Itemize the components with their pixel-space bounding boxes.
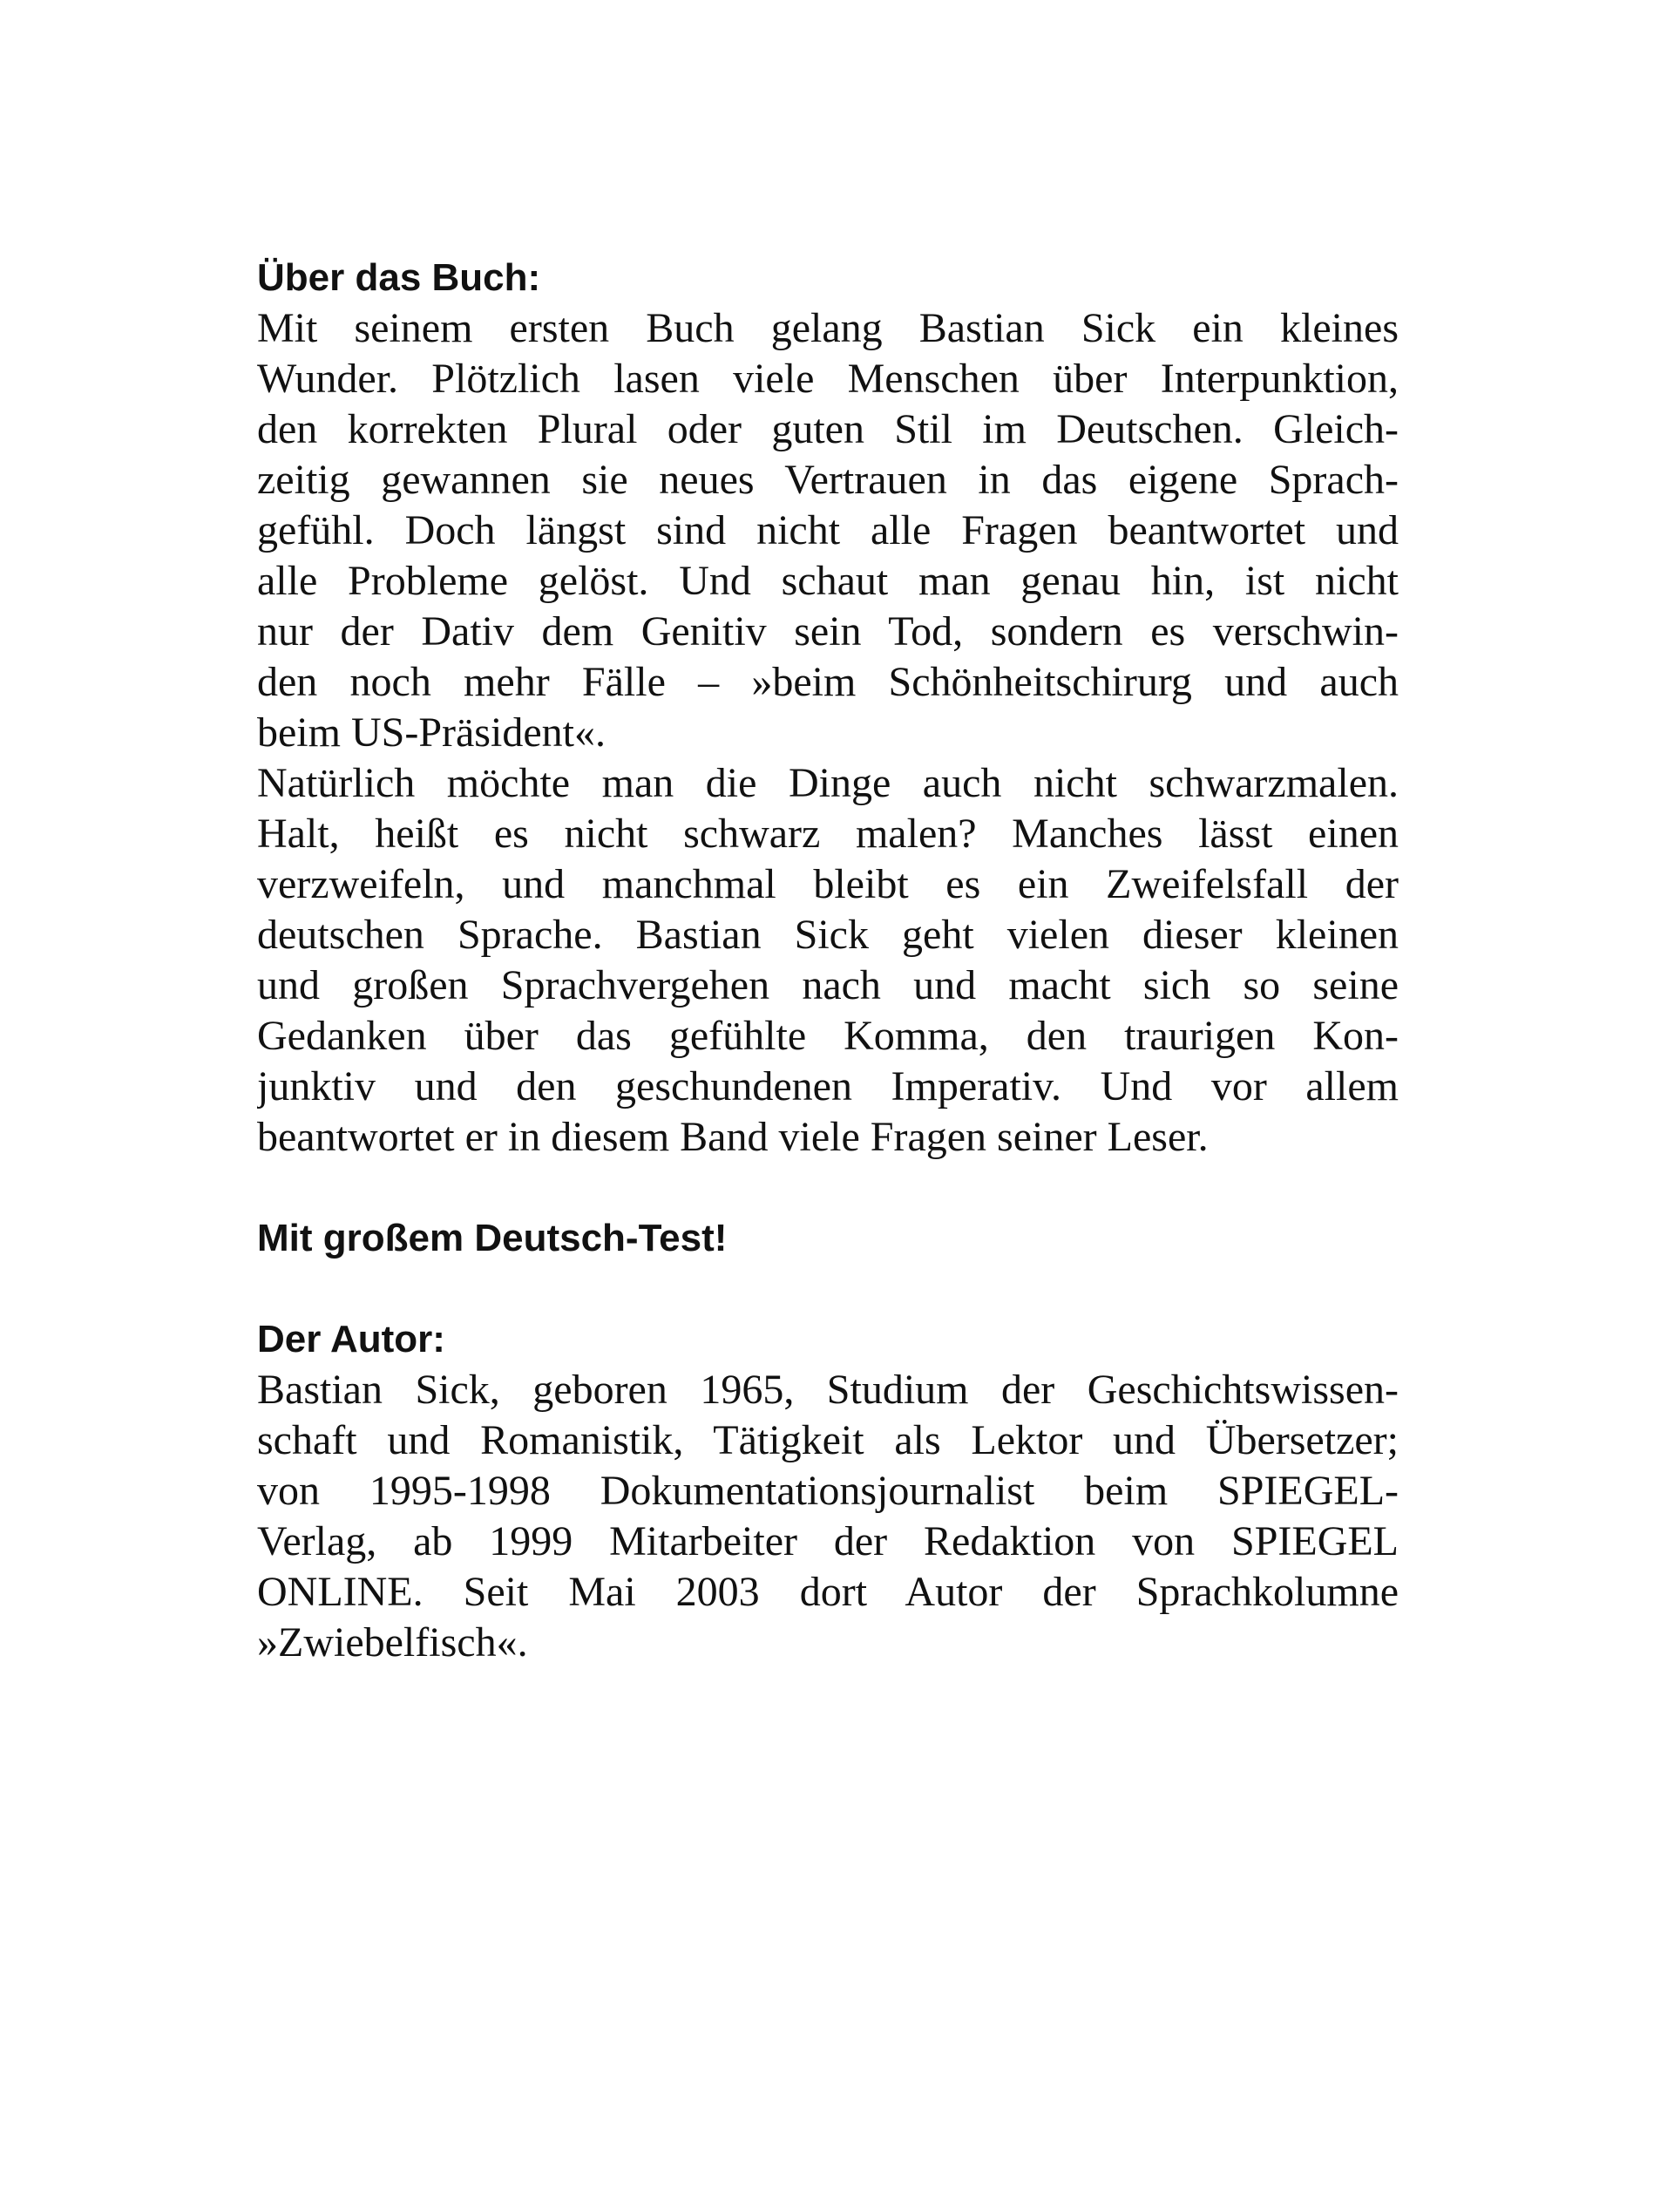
text-line: »Zwiebelfisch«. (257, 1619, 528, 1666)
deutsch-test-heading: Mit großem Deutsch-Test! (257, 1217, 728, 1259)
text-line: beantwortet er in diesem Band viele Fragen seiner Leser. (257, 1114, 1209, 1160)
about-book-paragraph-1 (257, 303, 1399, 758)
text-line: junktiv und den geschundenen Imperativ. Und vor allem (257, 1063, 1399, 1109)
about-book-paragraph-2 (257, 758, 1399, 1163)
text-line: Gedanken über das gefühlte Komma, den traurigen Kon- (257, 1013, 1399, 1059)
about-book-heading: Über das Buch: (257, 256, 541, 299)
text-line: verzweifeln, und manchmal bleibt es ein Zweifelsfall der (257, 861, 1399, 907)
text-line: von 1995-1998 Dokumentationsjournalist beim SPIEGEL- (257, 1468, 1399, 1514)
text-line: alle Probleme gelöst. Und schaut man genau hin, ist nicht (257, 558, 1399, 604)
text-line: ONLINE. Seit Mai 2003 dort Autor der Sprachkolumne (257, 1569, 1399, 1615)
document-page (257, 253, 1399, 1668)
text-line: Natürlich möchte man die Dinge auch nicht schwarzmalen. (257, 760, 1399, 806)
author-heading: Der Autor: (257, 1318, 445, 1360)
text-line: Bastian Sick, geboren 1965, Studium der Geschichtswissen- (257, 1367, 1399, 1413)
text-line: Verlag, ab 1999 Mitarbeiter der Redaktion von SPIEGEL (257, 1518, 1399, 1564)
author-paragraph (257, 1365, 1399, 1668)
text-line: Mit seinem ersten Buch gelang Bastian Sick ein kleines (257, 305, 1399, 351)
spacer (257, 1163, 1399, 1213)
text-line: Wunder. Plötzlich lasen viele Menschen über Interpunktion, (257, 356, 1399, 402)
text-line: nur der Dativ dem Genitiv sein Tod, sondern es verschwin- (257, 608, 1399, 655)
text-line: schaft und Romanistik, Tätigkeit als Lektor und Übersetzer; (257, 1417, 1399, 1463)
text-line: beim US-Präsident«. (257, 709, 606, 756)
text-line: gefühl. Doch längst sind nicht alle Fragen beantwortet und (257, 507, 1399, 553)
author-section (257, 1314, 1399, 1668)
text-line: deutschen Sprache. Bastian Sick geht vielen dieser kleinen (257, 912, 1399, 958)
text-line: den noch mehr Fälle – »beim Schönheitschirurg und auch (257, 659, 1399, 705)
spacer (257, 1264, 1399, 1314)
text-line: den korrekten Plural oder guten Stil im Deutschen. Gleich- (257, 406, 1399, 452)
text-line: zeitig gewannen sie neues Vertrauen in das eigene Sprach- (257, 457, 1399, 503)
about-book-section (257, 253, 1399, 1163)
text-line: und großen Sprachvergehen nach und macht sich so seine (257, 962, 1399, 1008)
text-line: Halt, heißt es nicht schwarz malen? Manches lässt einen (257, 811, 1399, 857)
